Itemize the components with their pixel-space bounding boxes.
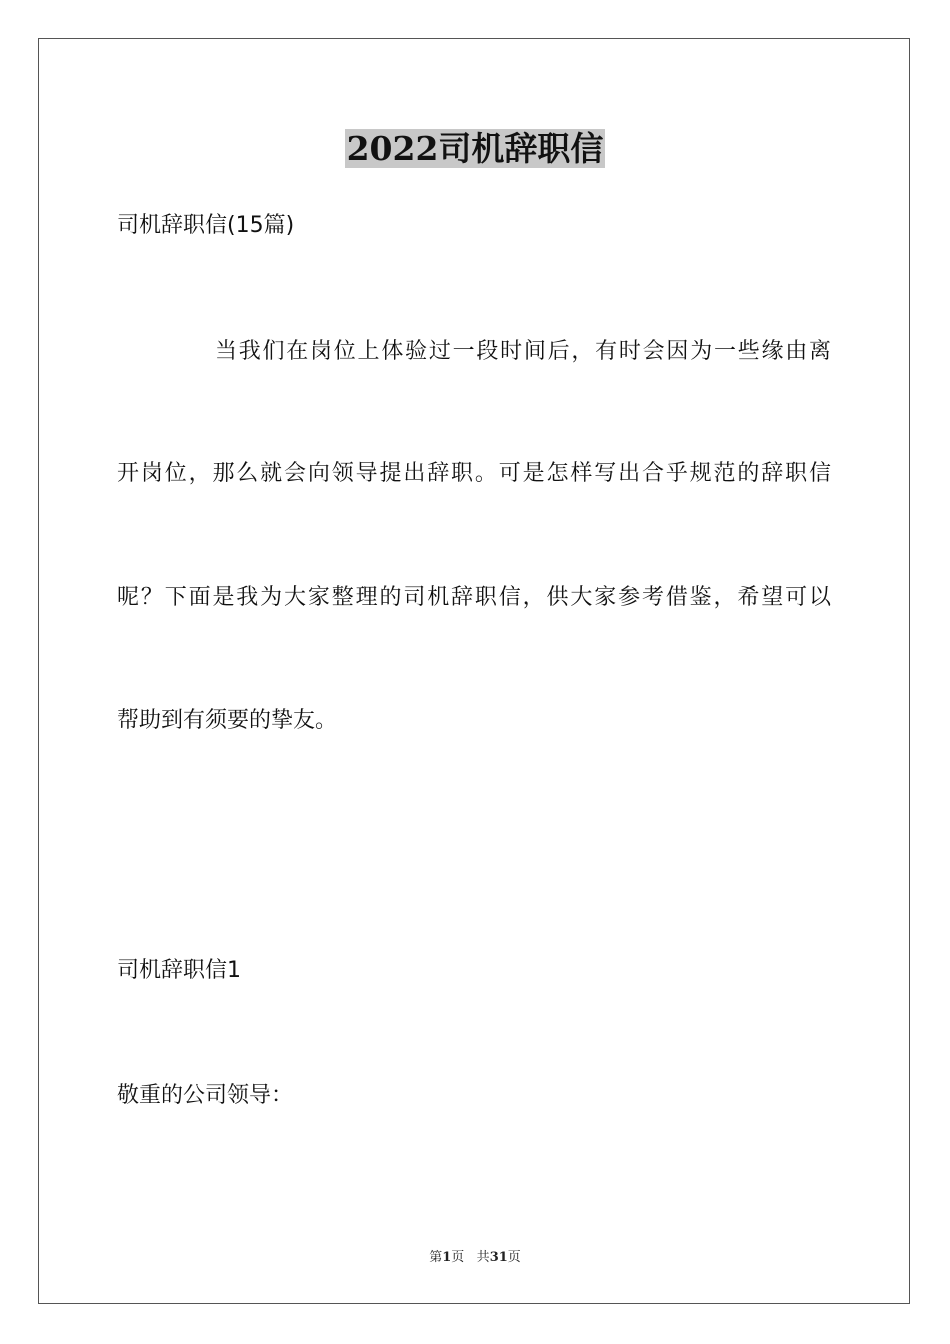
document-subtitle: 司机辞职信(15篇) — [117, 213, 295, 238]
total-pages: 31 — [489, 1250, 508, 1265]
page-footer — [0, 1246, 950, 1265]
document-title-text: 2022司机辞职信 — [346, 129, 604, 168]
intro-line-1: 当我们在岗位上体验过一段时间后，有时会因为一些缘由离 — [215, 339, 831, 364]
intro-line-3: 呢？下面是我为大家整理的司机辞职信，供大家参考借鉴，希望可以 — [117, 585, 831, 610]
page-label-prefix: 第 — [429, 1250, 443, 1265]
intro-line-2: 开岗位，那么就会向领导提出辞职。可是怎样写出合乎规范的辞职信 — [117, 461, 831, 486]
salutation: 敬重的公司领导： — [117, 1083, 294, 1108]
total-prefix: 共 — [476, 1250, 490, 1265]
section-heading: 司机辞职信1 — [117, 958, 241, 983]
document-title — [0, 128, 950, 170]
page-number: 1 — [442, 1250, 452, 1265]
total-suffix: 页 — [507, 1250, 521, 1265]
page-label-suffix: 页 — [451, 1250, 465, 1265]
intro-line-4: 帮助到有须要的挚友。 — [117, 708, 338, 733]
